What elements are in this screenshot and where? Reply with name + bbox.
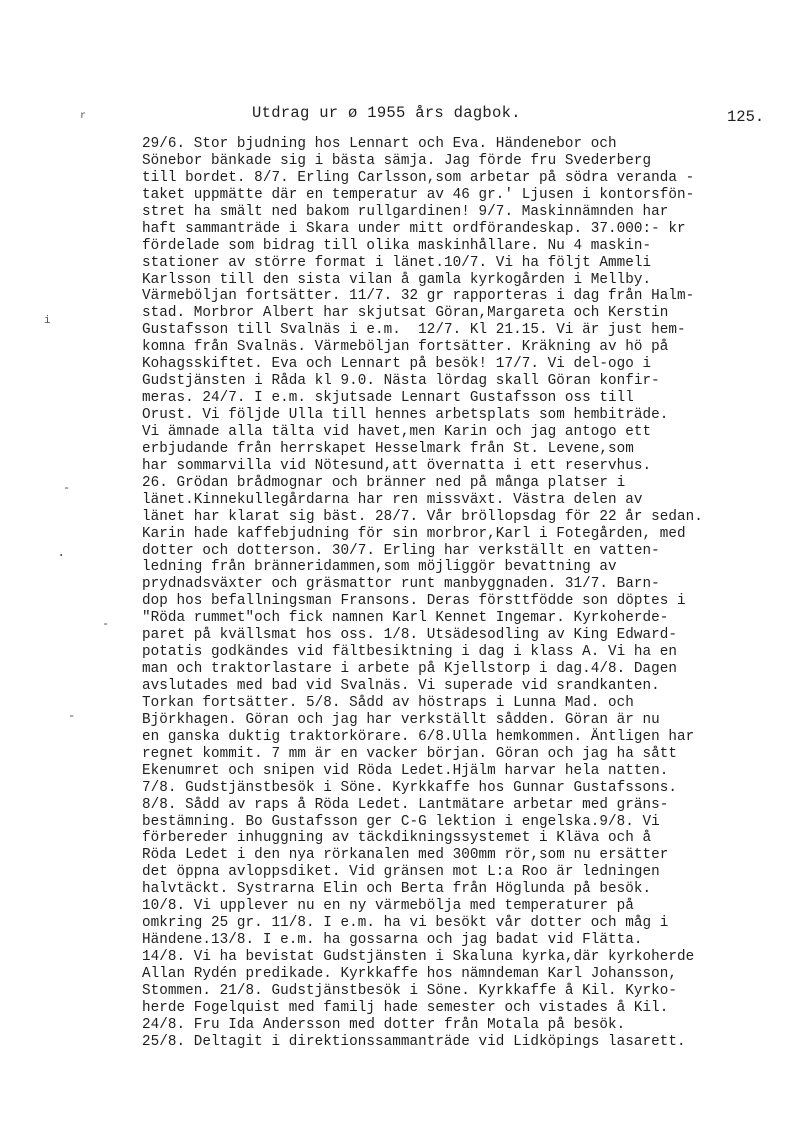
text-line: Karin hade kaffebjudning för sin morbror,Karl i Fotegården, med [142,525,686,542]
text-line: potatis godkändes vid fältbesiktning i dag i klass A. Vi ha en [142,644,678,661]
text-line: Gudstjänsten i Råda kl 9.0. Nästa lördag skall Göran konfir- [142,373,660,390]
text-line: 14/8. Vi ha bevistat Gudstjänsten i Skaluna kyrka,där kyrkoherde [142,949,695,965]
text-line: 24/8. Fru Ida Andersson med dotter från Motala på besök. [142,1016,626,1033]
text-line: länet.Kinnekullegårdarna har ren missväxt. Västra delen av [142,491,643,508]
text-line: haft sammanträde i Skara under mitt ordförandeskap. 37.000:- kr [142,220,686,237]
text-line: Stommen. 21/8. Gudstjänstbesök i Söne. Kyrkkaffe å Kil. Kyrko- [142,982,678,999]
page-number: 125. [727,108,765,126]
text-line: det öppna avloppsdiket. Vid gränsen mot L:a Roo är ledningen [142,864,660,881]
text-line: Värmeböljan fortsätter. 11/7. 32 gr rapporteras i dag från Halm- [142,288,695,305]
text-line: avslutades med bad vid Svalnäs. Vi superade vid srandkanten. [142,678,660,694]
text-line: halvtäckt. Systrarna Elin och Berta från Höglunda på besök. [142,881,652,898]
text-line: Orust. Vi följde Ulla till hennes arbetsplats som hembiträde. [142,407,669,423]
text-line: meras. 24/7. I e.m. skjutsade Lennart Gustafsson oss till [142,390,634,407]
text-line: Sönebor bänkade sig i bästa sämja. Jag förde fru Svederberg [142,152,652,169]
text-line: förbereder inhuggning av täckdikningssystemet i Kläva och å [142,830,652,847]
text-line: Torkan fortsätter. 5/8. Sådd av höstraps i Lunna Mad. och [142,694,634,711]
diary-text [142,136,782,1051]
text-line: bestämning. Bo Gustafsson ger C-G lektion i engelska.9/8. Vi [142,813,660,830]
text-line: man och traktorlastare i arbete på Kjellstorp i dag.4/8. Dagen [142,661,678,678]
text-line: prydnadsväxter och gräsmattor runt manbyggnaden. 31/7. Barn- [142,576,660,593]
text-line: till bordet. 8/7. Erling Carlsson,som arbetar på södra veranda - [142,169,695,186]
margin-mark: r [80,111,87,122]
text-line: omkring 25 gr. 11/8. I e.m. ha vi besökt vår dotter och måg i [142,915,669,932]
text-line: en ganska duktig traktorkörare. 6/8.Ulla hemkommen. Äntligen har [142,728,695,745]
margin-mark: - [63,481,71,495]
text-line: dotter och dotterson. 30/7. Erling har verkställt en vatten- [142,542,660,559]
text-line: 8/8. Sådd av raps å Röda Ledet. Lantmätare arbetar med gräns- [142,796,669,813]
text-line: 26. Grödan brådmognar och bränner ned på många platser i [142,474,626,491]
text-line: Ekenumret och snipen vid Röda Ledet.Hjälm harvar hela natten. [142,762,669,779]
text-line: stret ha smält ned bakom rullgardinen! 9/7. Maskinnämnden har [142,203,669,220]
text-line: regnet kommit. 7 mm är en vacker början. Göran och jag ha sått [142,745,678,762]
text-line: fördelade som bidrag till olika maskinhållare. Nu 4 maskin- [142,237,652,254]
text-line: har sommarvilla vid Nötesund,att övernatta i ett reservhus. [142,457,652,474]
text-line: länet har klarat sig bäst. 28/7. Vår bröllopsdag för 22 år sedan. [142,508,703,525]
text-line: Kohagsskiftet. Eva och Lennart på besök! 17/7. Vi del-ogo i [142,356,652,373]
text-line: "Röda rummet"och fick namnen Karl Kennet Ingemar. Kyrkoherde- [142,610,669,627]
text-line: herde Fogelquist med familj hade semester och vistades å Kil. [142,999,669,1016]
text-line: Vi ämnade alla tälta vid havet,men Karin och jag antogo ett [142,423,652,440]
text-line: 10/8. Vi upplever nu en ny värmebölja med temperaturer på [142,898,634,915]
text-line: erbjudande från herrskapet Hesselmark från St. Levene,som [142,440,634,457]
text-line: Björkhagen. Göran och jag har verkställt sådden. Göran är nu [142,711,660,728]
text-line: taket uppmätte där en temperatur av 46 gr.' Ljusen i kontorsfön- [142,186,695,203]
margin-mark: - [102,617,110,631]
text-line: paret på kvällsmat hos oss. 1/8. Utsädesodling av King Edward- [142,627,678,644]
page-header [0,104,811,126]
text-line: 25/8. Deltagit i direktionssammanträde vid Lidköpings lasarett. [142,1033,686,1050]
text-line: stationer av större format i länet.10/7. Vi ha följt Ammeli [142,254,652,271]
text-line: Allan Rydén predikade. Kyrkkaffe hos nämndeman Karl Johansson, [142,965,678,982]
text-line: Röda Ledet i den nya rörkanalen med 300mm rör,som nu ersätter [142,847,669,864]
text-line: 7/8. Gudstjänstbesök i Söne. Kyrkkaffe hos Gunnar Gustafssons. [142,779,678,796]
text-line: ledning från bränneridammen,som möjliggör bevattning av [142,559,617,576]
text-line: stad. Morbror Albert har skjutsat Göran,Margareta och Kerstin [142,305,669,322]
margin-mark: - [68,709,76,723]
margin-mark: i [44,315,51,327]
text-line: Karlsson till den sista vilan å gamla kyrkogården i Mellby. [142,271,652,288]
text-line: 29/6. Stor bjudning hos Lennart och Eva. Händenebor och [142,136,617,152]
margin-mark: . [57,545,66,561]
text-line: Händene.13/8. I e.m. ha gossarna och jag badat vid Flätta. [142,932,643,949]
text-line: dop hos befallningsman Fransons. Deras försttfödde son döptes i [142,593,686,610]
text-line: Gustafsson till Svalnäs i e.m. 12/7. Kl 21.15. Vi är just hem- [142,322,686,339]
text-line: komna från Svalnäs. Värmeböljan fortsätter. Kräkning av hö på [142,339,669,356]
page-title: Utdrag ur ø 1955 års dagbok. [252,104,521,122]
